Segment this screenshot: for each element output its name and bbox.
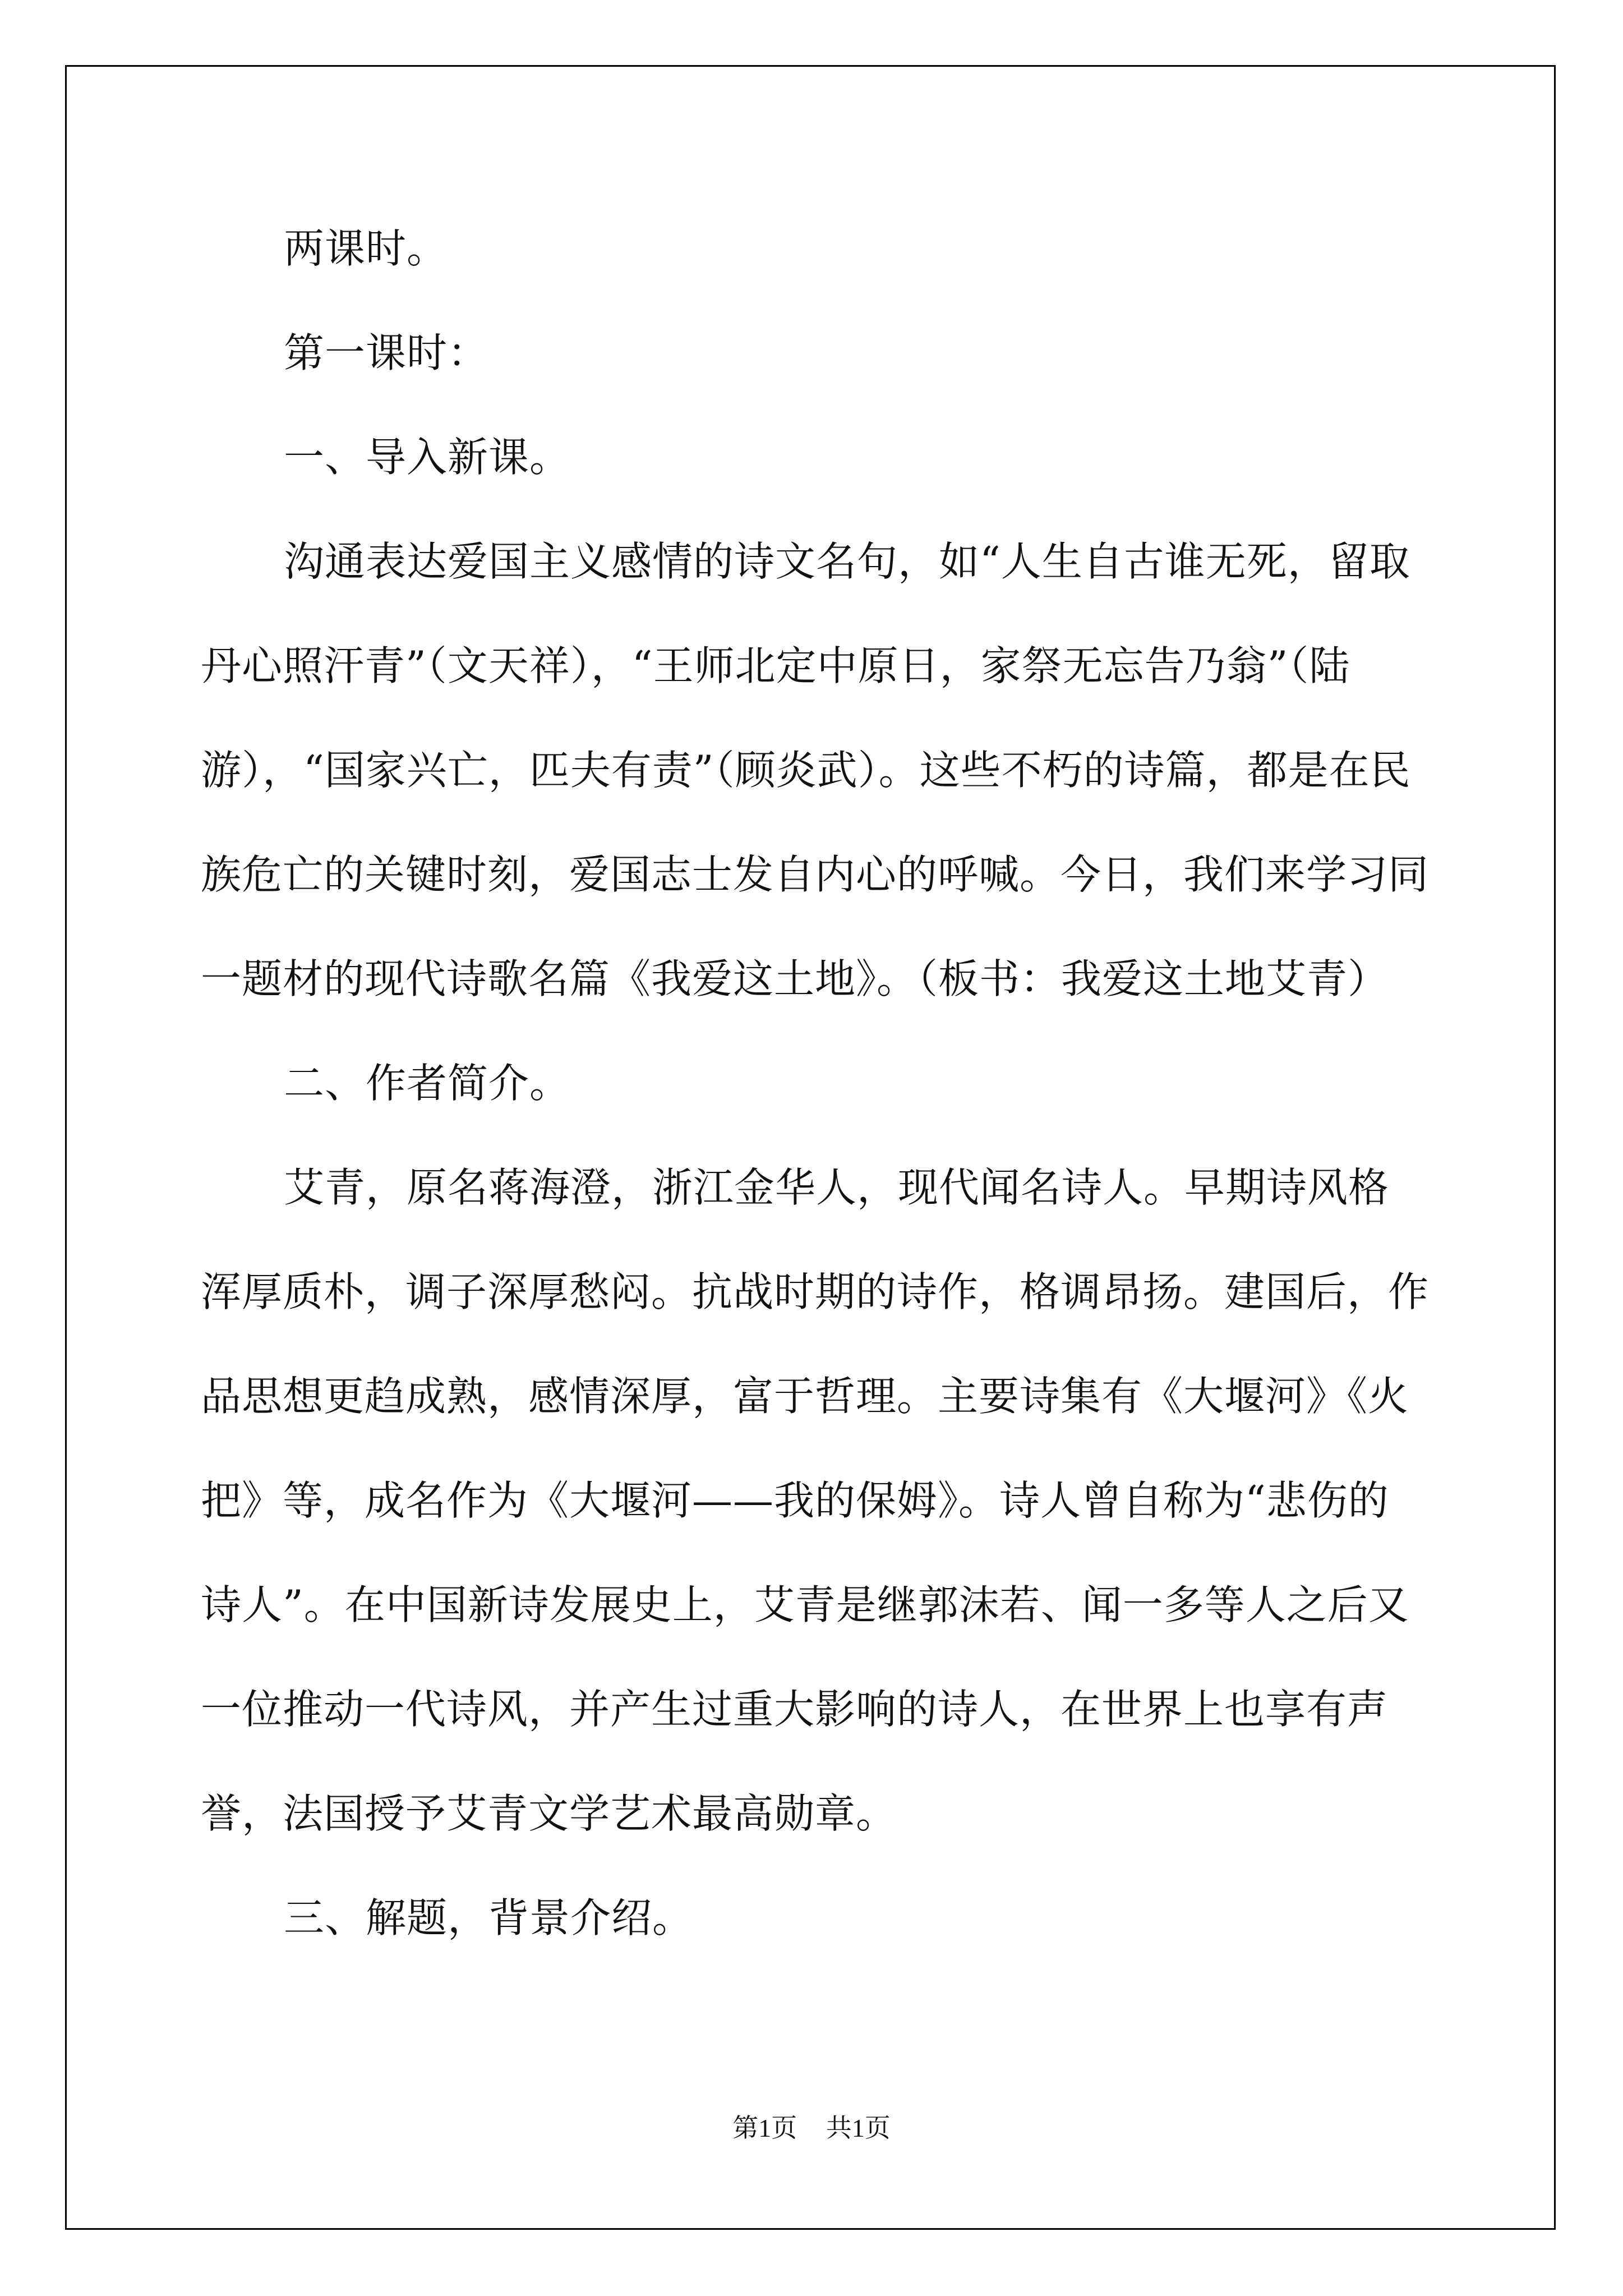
paragraph-author-bio: 艾青，原名蒋海澄，浙江金华人，现代闻名诗人。早期诗风格浑厚质朴，调子深厚愁闷。抗战时期的诗作，格调昂扬。建国后，作品思想更趋成熟，感情深厚，富于哲理。主要诗集有《大堰河》《火把》等，成名作为《大堰河——我的保姆》。诗人曾自称为“悲伤的诗人”。在中国新诗发展史上，艾青是继郭沫若、闻一多等人之后又一位推动一代诗风，并产生过重大影响的诗人，在世界上也享有声誉，法国授予艾青文学艺术最高勋章。 bbox=[201, 1164, 1430, 1837]
heading-introduction: 一、导入新课。 bbox=[284, 434, 571, 481]
heading-author-intro: 二、作者简介。 bbox=[284, 1060, 571, 1107]
paragraph-patriotic-poems: 沟通表达爱国主义感情的诗文名句，如“人生自古谁无死，留取丹心照汗青”（文天祥），“王师北定中原日，家祭无忘告乃翁”（陆游），“国家兴亡，匹夫有责”（顾炎武）。这些不朽的诗篇，都是在民族危亡的关键时刻，爱国志士发自内心的呼喊。今日，我们来学习同一题材的现代诗歌名篇《我爱这土地》。（板书：我爱这土地艾青） bbox=[201, 538, 1430, 1002]
document-body bbox=[201, 196, 1429, 1970]
paragraph-class-hours: 两课时。 bbox=[284, 225, 448, 272]
page-footer bbox=[0, 2108, 1623, 2145]
heading-background: 三、解题，背景介绍。 bbox=[284, 1894, 694, 1941]
paragraph-first-lesson: 第一课时： bbox=[284, 329, 489, 376]
page-total: 共1页 bbox=[826, 2114, 891, 2142]
page-number: 第1页 bbox=[732, 2114, 797, 2142]
